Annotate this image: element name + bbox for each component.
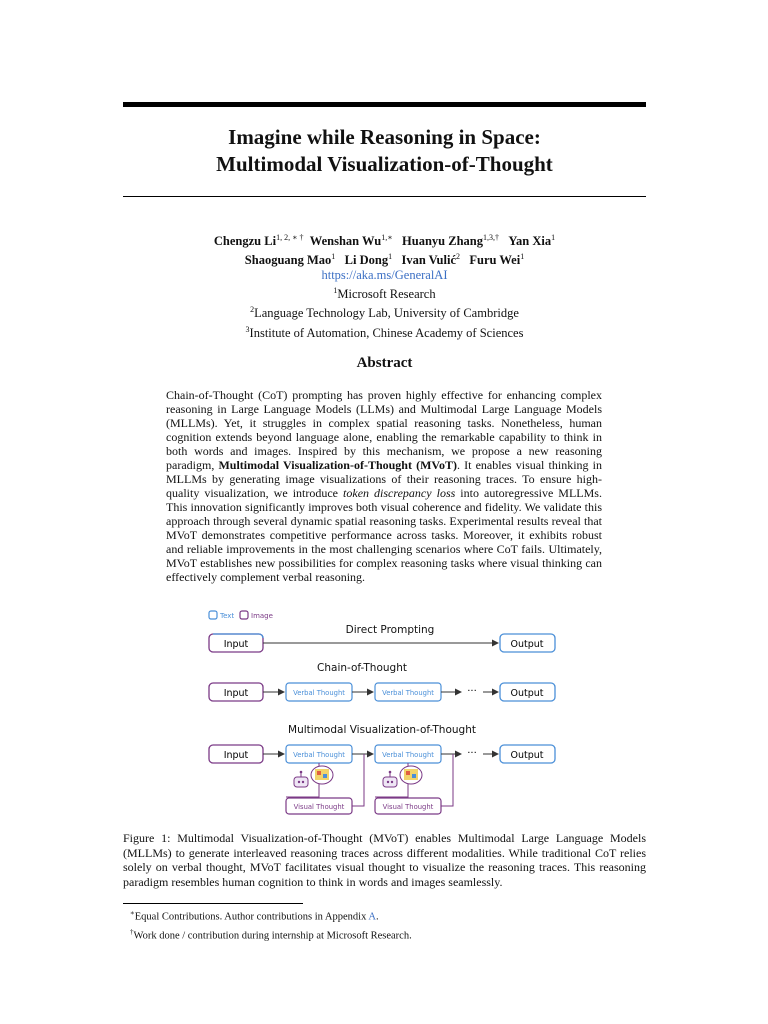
paper-title [123, 124, 646, 178]
thought-image-icon [400, 766, 422, 784]
author-name: Huanyu Zhang [402, 234, 483, 249]
loss-name: token discrepancy loss [343, 486, 456, 500]
abstract-body: Chain-of-Thought (CoT) prompting has proven highly effective for enhancing complex reasoning in Large Language Models (LLMs) and Multimodal Large Language Models (MLLMs). Yet, it struggles in complex spatial reasoning tasks. Nonetheless, human cognition extends beyond language alone, enabling the remarkable capability to think in both words and images. Inspired by this mechanism, we propose a new reasoning paradigm, Multimodal Visualization-of-Thought (MVoT). It enables visual thinking in MLLMs by generating image visualizations of their reasoning traces. To ensure high-quality visualization, we introduce token discrepancy loss into autoregressive MLLMs. This innovation significantly improves both visual coherence and fidelity. We validate this approach through several dynamic spatial reasoning tasks. Experimental results reveal that MVoT demonstrates competitive performance across tasks. Moreover, it exhibits robust and reliable improvements in the most challenging scenarios where CoT fails. Ultimately, MVoT establishes new possibilities for complex reasoning tasks where visual thinking can effectively complement verbal reasoning. [166, 388, 603, 584]
author-affiliation-mark: 2 [456, 252, 460, 262]
section-title-mvot: Multimodal Visualization-of-Thought [288, 724, 476, 736]
visual-thought-box [286, 798, 352, 814]
appendix-link[interactable]: A [368, 911, 376, 923]
ellipsis: ··· [467, 748, 477, 759]
author-affiliation-mark: 1 [388, 252, 393, 262]
author-block [123, 230, 646, 341]
footnote-1: ∗Equal Contributions. Author contributions in Appendix A. [130, 909, 379, 923]
author-affiliation-mark: 1,3,† [483, 233, 499, 242]
title-line-2: Multimodal Visualization-of-Thought [216, 152, 553, 176]
figure-legend [209, 611, 273, 620]
svg-text:Visual Thought: Visual Thought [382, 803, 434, 811]
legend-text-label: Text [220, 612, 235, 620]
svg-text:Input: Input [223, 688, 249, 699]
output-box [500, 634, 555, 652]
author-name: Shaoguang Mao [244, 253, 332, 268]
author-name: Ivan Vulić [401, 253, 456, 268]
top-rule [123, 102, 646, 107]
svg-text:Verbal Thought: Verbal Thought [293, 751, 345, 759]
figure-diagram [200, 605, 570, 820]
footnotes [130, 906, 650, 943]
author-name: Yan Xia [508, 234, 552, 249]
abstract-heading: Abstract [356, 355, 413, 371]
author-affiliation-mark: 1 [520, 252, 525, 262]
section-title-direct: Direct Prompting [345, 624, 435, 636]
svg-text:Verbal Thought: Verbal Thought [382, 689, 434, 697]
svg-text:Verbal Thought: Verbal Thought [382, 751, 434, 759]
svg-text:Output: Output [510, 639, 544, 650]
svg-text:Input: Input [223, 750, 249, 761]
output-box [500, 745, 555, 763]
author-affiliation-mark: 1, 2, ∗ † [276, 233, 304, 242]
verbal-thought-box [286, 683, 352, 701]
affiliation-2: $^2$Language Technology Lab, University of Cambridge [250, 305, 519, 321]
method-name: Multimodal Visualization-of-Thought (MVoT) [218, 458, 457, 472]
svg-text:Input: Input [223, 639, 249, 650]
footnote-rule [123, 903, 303, 904]
author-line-1 [123, 230, 646, 249]
verbal-thought-box [286, 745, 352, 763]
title-rule [123, 196, 646, 197]
thought-image-icon [311, 766, 333, 784]
input-box [209, 745, 263, 763]
affiliation-3: $^3$Institute of Automation, Chinese Academy of Sciences [245, 324, 524, 340]
robot-icon [294, 771, 308, 787]
author-affiliation-mark: 1 [551, 233, 556, 242]
author-affiliation-mark: 1,∗ [381, 233, 393, 242]
output-box [500, 683, 555, 701]
robot-icon [383, 771, 397, 787]
figure-caption: Figure 1: Multimodal Visualization-of-Thought (MVoT) enables Multimodal Large Language Models (MLLMs) to generate interleaved reasoning traces across different modalities. While traditional CoT relies solely on verbal thought, MVoT facilitates visual thought to visualize the reasoning traces. This reasoning paradigm resembles human cognition to think in words and images seamlessly. [123, 831, 646, 889]
section-title-cot: Chain-of-Thought [317, 662, 407, 674]
author-line-2 [123, 249, 646, 268]
author-name: Li Dong [344, 253, 389, 268]
project-link[interactable]: https://aka.ms/GeneralAI [321, 268, 448, 283]
svg-text:Verbal Thought: Verbal Thought [293, 689, 345, 697]
author-name: Wenshan Wu [309, 234, 382, 249]
input-box [209, 634, 263, 652]
verbal-thought-box [375, 745, 441, 763]
ellipsis: ··· [467, 686, 477, 697]
author-affiliation-mark: 1 [331, 252, 336, 262]
svg-text:Visual Thought: Visual Thought [293, 803, 345, 811]
input-box [209, 683, 263, 701]
author-name: Furu Wei [469, 253, 521, 268]
visual-thought-box [375, 798, 441, 814]
author-name: Chengzu Li [213, 234, 277, 249]
legend-image-label: Image [251, 612, 273, 620]
footnote-2: †Work done / contribution during internship at Microsoft Research. [130, 927, 412, 941]
affiliation-1: $^1$Microsoft Research [333, 286, 436, 302]
svg-text:Output: Output [510, 750, 544, 761]
verbal-thought-box [375, 683, 441, 701]
svg-text:Output: Output [510, 688, 544, 699]
title-line-1: Imagine while Reasoning in Space: [228, 125, 541, 149]
